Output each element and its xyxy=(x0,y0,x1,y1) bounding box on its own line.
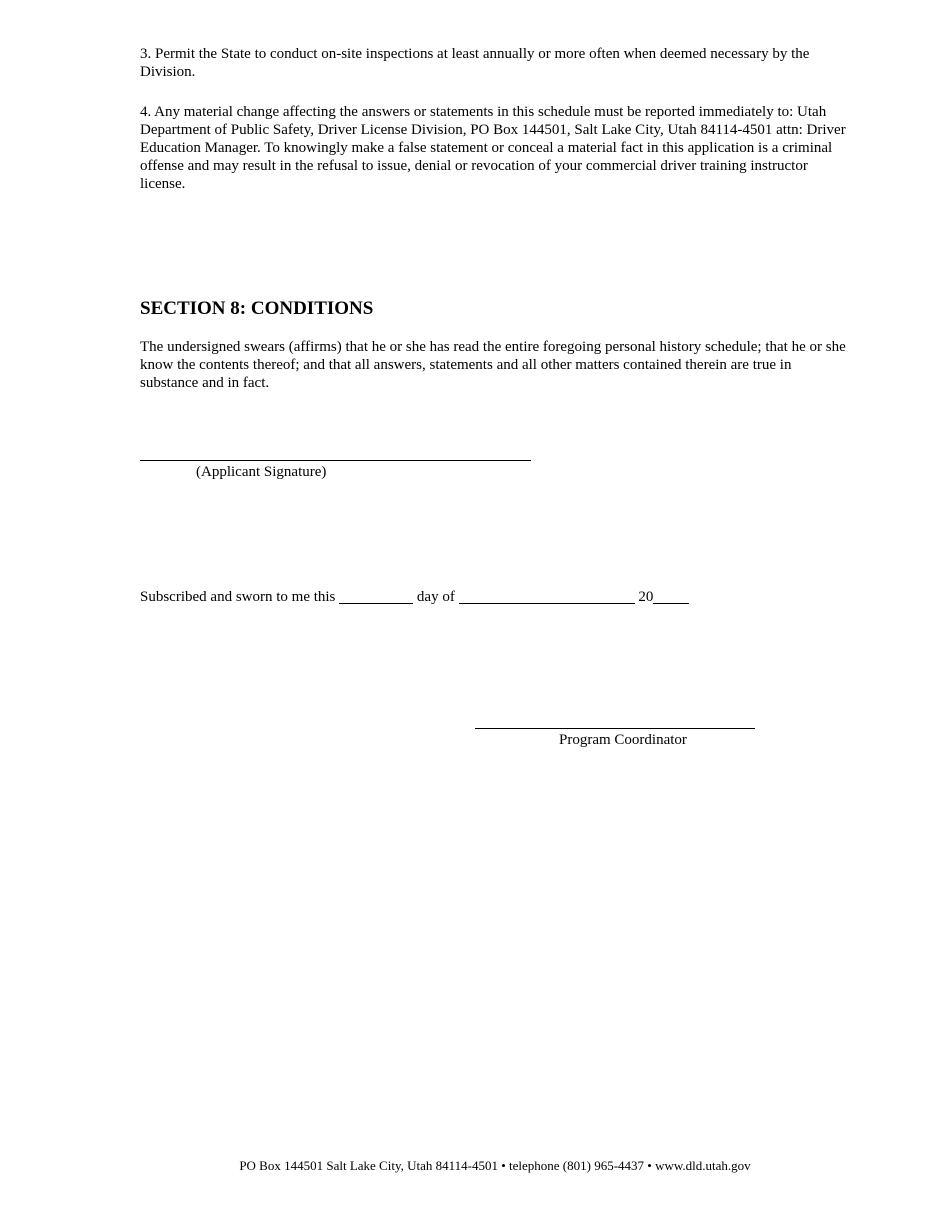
year-blank-field[interactable] xyxy=(653,589,689,604)
applicant-signature-label: (Applicant Signature) xyxy=(196,464,327,480)
day-of-label: day of xyxy=(416,589,455,605)
year-prefix: 20 xyxy=(638,589,654,605)
page-footer: PO Box 144501 Salt Lake City, Utah 84114-4501 • telephone (801) 965-4437 • www.dld.utah.gov xyxy=(239,1158,751,1173)
sworn-prefix: Subscribed and sworn to me this xyxy=(140,589,336,605)
sworn-statement xyxy=(140,588,689,606)
coordinator-label: Program Coordinator xyxy=(559,732,687,748)
coordinator-signature-line[interactable] xyxy=(475,728,755,729)
day-blank-field[interactable] xyxy=(339,589,413,604)
applicant-signature-line[interactable] xyxy=(140,460,531,461)
item-3-text: 3. Permit the State to conduct on-site inspections at least annually or more often when deemed necessary by the Division. xyxy=(140,46,810,80)
month-blank-field[interactable] xyxy=(459,589,635,604)
conditions-text: The undersigned swears (affirms) that he or she has read the entire foregoing personal history schedule; that he or she know the contents thereof; and that all answers, statements and all other matters contained therein are true in substance and in fact. xyxy=(140,339,846,391)
item-4-text: 4. Any material change affecting the answers or statements in this schedule must be reported immediately to: Utah Department of Public Safety, Driver License Division, PO Box 144501, Salt Lake City, Utah 84114-4501 attn: Driver Education Manager. To knowingly make a false statement or conceal a material fact in this application is a criminal offense and may result in the refusal to issue, denial or revocation of your commercial driver training instructor license. xyxy=(140,104,846,192)
section-heading: SECTION 8: CONDITIONS xyxy=(140,298,374,319)
